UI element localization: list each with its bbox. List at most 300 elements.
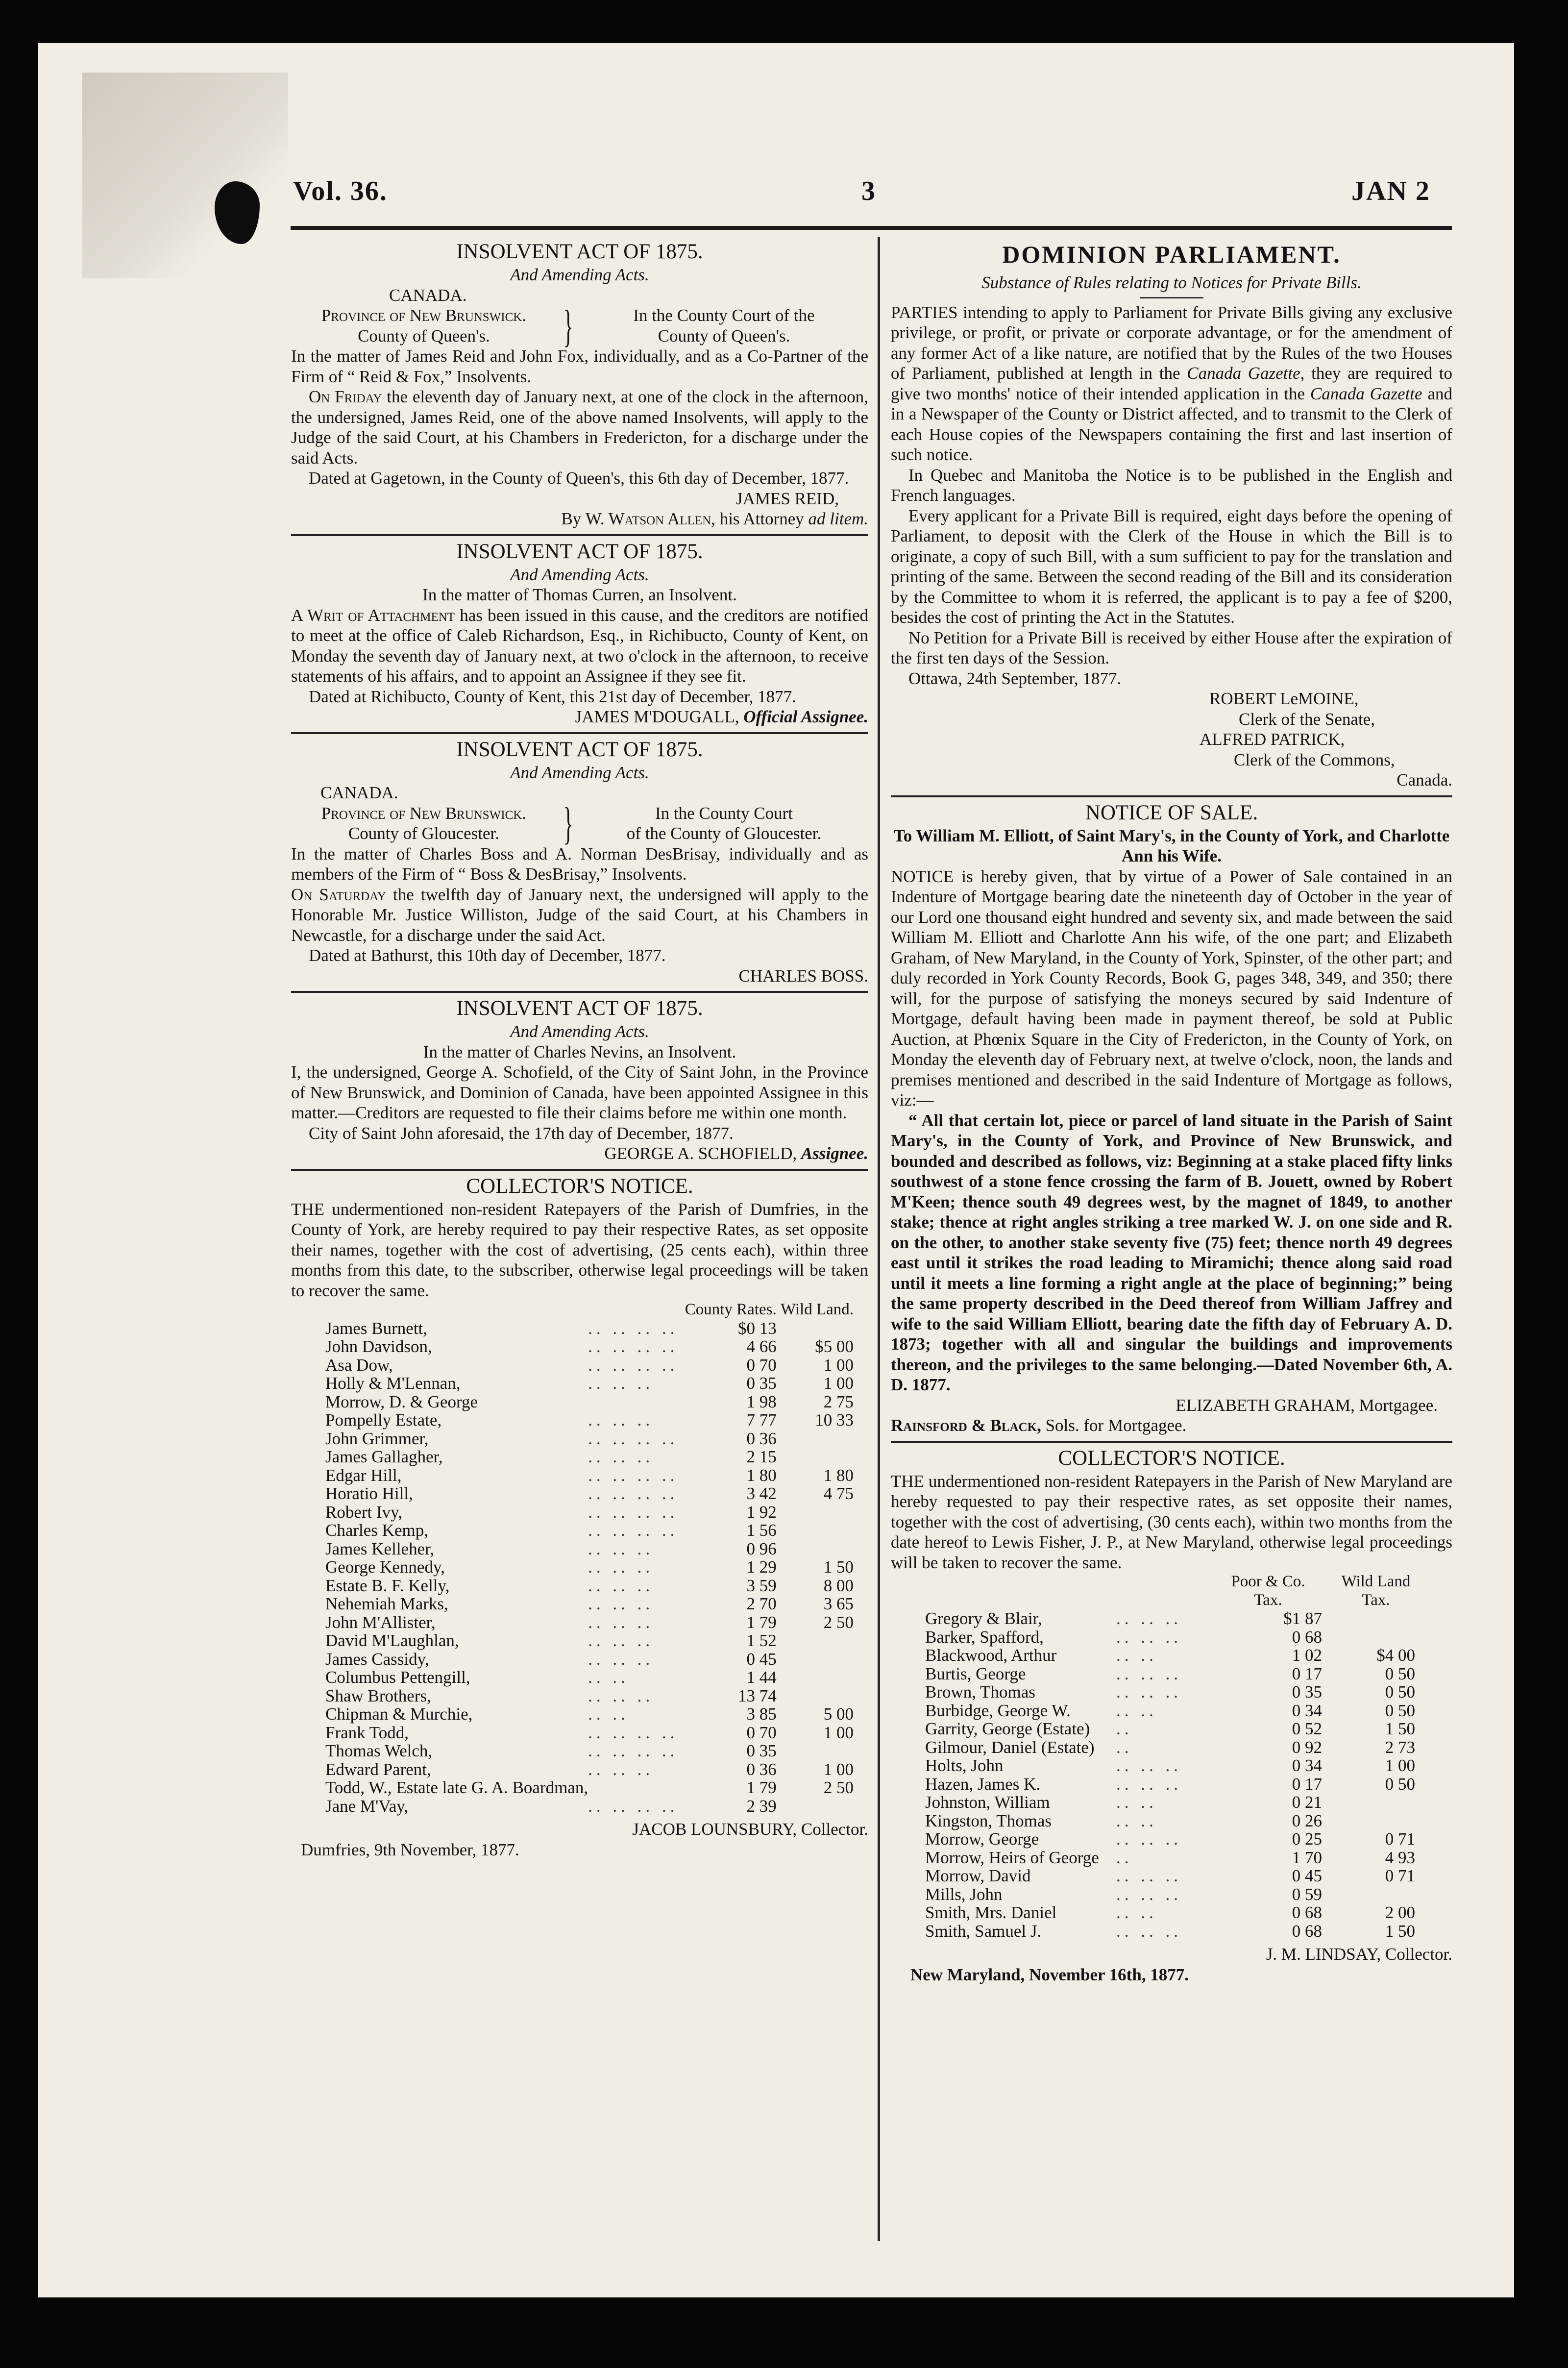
table-row [891,1830,1430,1849]
ratepayer-name: Robert Ivy, [325,1502,403,1522]
wild-land-amount: 8 00 [823,1576,854,1595]
ratepayer-name: Morrow, David [925,1866,1031,1885]
notice-body: has been issued in this cause, and the creditors are notified to meet at the office of Caleb Richardson, Esq., in Richibucto, County of Kent, on Monday the seventh day of January next, at two o'clock in the afternoon, to receive statements of his affairs, and to appoint an Assignee if they see fit. [291,605,868,686]
court-label: In the County Court [655,803,793,823]
leader-dots: .. .. .. [588,1410,654,1430]
rate-amount: 0 17 [1292,1664,1322,1683]
ratepayer-name: Todd, W., Estate late G. A. Boardman, [325,1778,588,1797]
leader-dots: .. .. .. .. [588,1741,679,1760]
rate-amount: 0 45 [1292,1866,1322,1885]
wild-land-amount: 2 75 [823,1392,854,1411]
rate-amount: 0 45 [746,1649,777,1669]
signature: CHARLES BOSS. [738,966,868,986]
brace: } [563,300,573,351]
applicant-paragraph: Every applicant for a Private Bill is required, eight days before the opening of Parliament, to deposit with the Clerk of the House in which the Bill is to originate, a copy of such Bill, with a sum sufficient to pay for the translation and printing of the same. Between the second reading of the Bill and its consideration by the Committee to whom it is referred, the applicant is to pay a fee of $200, besides the cost of printing the Act in the Statutes. [891,506,1452,627]
leader-dots: .. .. .. [1116,1682,1182,1702]
short-rule [1140,297,1203,298]
rate-amount: 0 26 [1292,1811,1322,1830]
wild-land-amount [777,1503,868,1522]
wild-land-amount: 0 71 [1385,1829,1415,1849]
solicitors-name: Rainsford & Black, [891,1416,1041,1435]
ratepayer-name: Pompelly Estate, [325,1410,442,1430]
day-lead: On Friday [309,387,382,406]
notice-title: COLLECTOR'S NOTICE. [466,1174,693,1198]
leader-dots: .. .. .. .. [588,1723,679,1742]
dated-line: Dated at Richibucto, County of Kent, this 21st day of December, 1877. [309,687,796,706]
leader-dots: .. .. [1116,1701,1157,1720]
wild-land-amount: 5 00 [823,1704,854,1724]
col-header-wild-land: Wild Land. [781,1301,854,1318]
table-row [291,1411,868,1430]
court-label: In the County Court of the [633,306,815,325]
left-column [291,239,868,1860]
rate-amount: 0 17 [1292,1774,1322,1794]
table-row [291,1319,868,1338]
section-rule [291,534,868,536]
ratepayer-name: Thomas Welch, [325,1741,433,1760]
notice-body: THE undermentioned non-resident Ratepayers in the Parish of New Maryland are hereby requested to pay their respective rates, as set opposite their names, together with the cost of advertising, (30 cents each), within two months from the date hereof to Lewis Fisher, J. P., at New Maryland, otherwise legal proceedings will be taken to recover the same. [891,1471,1452,1572]
table-row [891,1885,1430,1904]
leader-dots: .. .. .. [1116,1829,1182,1849]
rate-amount: 0 70 [746,1723,777,1742]
leader-dots: .. .. .. .. [588,1484,679,1503]
leader-dots: .. .. .. [588,1631,654,1650]
table-row [291,1778,868,1797]
table-row [291,1521,868,1540]
leader-dots: .. .. .. [588,1447,654,1466]
rate-amount: 7 77 [746,1410,777,1430]
wild-land-amount: 1 50 [1385,1921,1415,1941]
ratepayer-name: Asa Dow, [325,1355,393,1375]
leader-dots: .. .. [588,1668,629,1687]
wild-land-amount: 1 80 [823,1465,854,1485]
insolvent-notice-boss [291,737,868,987]
signature: J. M. LINDSAY, Collector. [1266,1945,1452,1964]
court-county: County of Queen's. [658,326,790,345]
rate-amount: 0 34 [1292,1756,1322,1775]
wild-land-amount: 1 00 [823,1759,854,1779]
matter-text: In the matter of James Reid and John Fox, individually, and as a Co-Partner of the Firm of “ Reid & Fox,” Insolvents. [291,346,868,386]
rate-amount: 1 44 [746,1668,777,1687]
table-row [291,1668,868,1687]
table-row [291,1430,868,1448]
dated-line: Ottawa, 24th September, 1877. [908,668,1122,688]
ratepayer-name: Nehemiah Marks, [325,1594,448,1613]
rate-amount: 3 42 [746,1484,777,1503]
wild-land-amount: 4 93 [1385,1848,1415,1867]
ratepayer-name: Shaw Brothers, [325,1686,431,1705]
rate-amount: 0 96 [746,1539,777,1558]
rate-amount: 0 34 [1292,1701,1322,1720]
ratepayer-name: James Cassidy, [325,1649,429,1669]
matter-text: In the matter of Charles Nevins, an Insolvent. [423,1042,736,1061]
ratepayer-name: Edgar Hill, [325,1465,402,1485]
leader-dots: .. .. .. .. [588,1429,679,1448]
wild-land-amount [777,1742,868,1760]
issue-date: JAN 2 [1351,176,1430,206]
wild-land-amount [1322,1793,1430,1812]
ratepayer-name: Burtis, George [925,1664,1026,1683]
collector-notice-dumfries [291,1174,868,1860]
rate-amount: 0 21 [1292,1793,1322,1812]
signature-senate-title: Clerk of the Senate, [1239,709,1375,729]
wild-land-amount: 0 50 [1385,1774,1415,1794]
leader-dots: .. .. .. .. [588,1465,679,1485]
ratepayer-name: Burbidge, George W. [925,1701,1071,1720]
leader-dots: .. .. .. [588,1649,654,1669]
leader-dots: .. .. [1116,1793,1157,1812]
brace: } [563,798,573,848]
petition-paragraph: No Petition for a Private Bill is received by either House after the expiration of the first ten days of the Session. [891,628,1452,667]
wild-land-amount [777,1319,868,1338]
leader-dots: .. .. .. .. [588,1355,679,1375]
volume-label: Vol. 36. [293,176,388,206]
court-heading [291,300,868,351]
attorney-latin: ad litem. [808,509,868,528]
table-row [891,1867,1430,1885]
signature-commons-title: Clerk of the Commons, [1234,750,1395,769]
by-label: By [561,509,586,528]
dominion-parliament-notice [891,239,1452,790]
matter-text: In the matter of Charles Boss and A. Norman DesBrisay, individually and as members of the Firm of “ Boss & DesBrisay,” Insolvents. [291,844,868,884]
leader-dots: .. .. .. .. [588,1502,679,1522]
table-row [891,1793,1430,1812]
county-label: County of Gloucester. [348,824,500,843]
col-header-wild-land: Wild Land [1341,1573,1411,1590]
wild-land-amount: 1 50 [1385,1719,1415,1738]
dated-line: Dumfries, 9th November, 1877. [301,1840,519,1859]
rate-amount: 0 68 [1292,1627,1322,1647]
section-rule [291,991,868,993]
wild-land-amount: 0 50 [1385,1682,1415,1702]
ratepayer-name: David M'Laughlan, [325,1631,459,1650]
notice-title: COLLECTOR'S NOTICE. [1058,1446,1285,1470]
table-row [291,1687,868,1705]
day-lead: On Saturday [291,885,386,904]
table-row [291,1595,868,1613]
table-row [891,1646,1430,1665]
province-label: Province of New Brunswick. [321,803,527,823]
leader-dots: .. .. .. [588,1539,654,1558]
col-header-tax: Tax. [1362,1591,1390,1609]
court-county: of the County of Gloucester. [626,824,822,843]
solicitors-label: Sols. for Mortgagee. [1041,1416,1187,1435]
wild-land-amount: $5 00 [815,1337,854,1356]
wild-land-amount: 4 75 [823,1484,854,1503]
wild-land-amount [777,1521,868,1540]
leader-dots [588,1778,684,1797]
leader-dots: .. .. .. .. [588,1521,679,1540]
section-rule [291,732,868,734]
table-row [291,1448,868,1466]
ratepayer-name: Columbus Pettengill, [325,1668,470,1687]
leader-dots [588,1393,684,1411]
rate-amount: 0 59 [1292,1884,1322,1904]
ratepayer-name: Smith, Mrs. Daniel [925,1903,1057,1922]
ratepayer-name: Horatio Hill, [325,1484,413,1503]
signature-commons: ALFRED PATRICK, [1200,730,1345,749]
leader-dots: .. .. .. [588,1576,654,1595]
dated-line: Dated at Bathurst, this 10th day of December, 1877. [309,946,666,965]
wild-land-amount: 2 00 [1385,1903,1415,1922]
rate-amount: 1 70 [1292,1848,1322,1867]
quebec-paragraph: In Quebec and Manitoba the Notice is to be published in the English and French languages. [891,465,1452,505]
ratepayer-name: Frank Todd, [325,1723,409,1742]
notice-of-sale [891,800,1452,1436]
rate-amount: 0 68 [1292,1921,1322,1941]
table-row [891,1720,1430,1738]
rate-amount: 0 92 [1292,1737,1322,1757]
signature: JAMES REID, [735,489,839,508]
rate-amount: $1 87 [1283,1609,1322,1628]
leader-dots: .. .. .. .. [588,1337,679,1356]
ratepayer-name: Hazen, James K. [925,1774,1041,1794]
rules-paragraph: PARTIES intending to apply to Parliament for Private Bills giving any exclusive privilege, or profit, or private or corporate advantage, or for the amendment of any former Act of a like nature, are notified that by the Rules of the two Houses of Parliament, published at length in the [891,302,1452,383]
table-row [291,1503,868,1522]
col-header-tax: Tax. [1254,1591,1282,1609]
dated-line: City of Saint John aforesaid, the 17th day of December, 1877. [309,1123,734,1143]
rate-amount: 0 25 [1292,1829,1322,1849]
insolvent-notice-reid [291,239,868,529]
notice-subtitle: Substance of Rules relating to Notices for Private Bills. [981,273,1362,292]
table-row [291,1558,868,1577]
wild-land-amount: 1 00 [823,1723,854,1742]
rate-amount: 2 39 [746,1796,777,1816]
rate-amount: 1 52 [746,1631,777,1650]
signature-senate: ROBERT LeMOINE, [1209,689,1359,708]
collector-notice-new-maryland [891,1446,1452,1985]
section-rule [891,1441,1452,1443]
rate-amount: 1 56 [746,1521,777,1540]
notice-title: NOTICE OF SALE. [1085,801,1258,824]
wild-land-amount: 10 33 [815,1410,854,1430]
ratepayer-name: Holts, John [925,1756,1004,1775]
ratepayer-name: Gregory & Blair, [925,1609,1042,1628]
ratepayer-name: Charles Kemp, [325,1521,428,1540]
ratepayer-name: John Davidson, [325,1337,432,1356]
notice-title: INSOLVENT ACT OF 1875. [456,540,703,563]
wild-land-amount: 2 50 [823,1778,854,1797]
wild-land-amount [777,1687,868,1705]
section-rule [291,1169,868,1171]
signature: JACOB LOUNSBURY, Collector. [632,1820,868,1839]
signature-title: Official Assignee. [743,707,868,726]
ratepayer-name: Holly & M'Lennan, [325,1374,461,1393]
wild-land-amount [1322,1628,1430,1647]
ratepayer-name: Brown, Thomas [925,1682,1035,1702]
table-row [291,1724,868,1742]
rate-amount: 13 74 [737,1686,777,1705]
rate-amount: 1 92 [746,1502,777,1522]
leader-dots: .. [1116,1848,1133,1867]
wild-land-amount: 0 50 [1385,1701,1415,1720]
wild-land-amount: $4 00 [1376,1646,1415,1665]
notice-body: I, the undersigned, George A. Schofield, of the City of Saint John, in the Province of New Brunswick, and Dominion of Canada, have been appointed Assignee in this matter.—Creditors are requested to file their claims before me within one month. [291,1062,868,1122]
table-row [291,1356,868,1375]
rates-table [891,1573,1430,1940]
folded-corner [82,73,288,278]
right-column [891,239,1452,1985]
table-row [891,1702,1430,1720]
table-row [291,1760,868,1779]
table-row [291,1484,868,1503]
addressee: To William M. Elliott, of Saint Mary's, in the County of York, and Charlotte Ann his Wife. [893,826,1450,865]
county-label: County of Queen's. [358,326,490,345]
page-number: 3 [861,176,876,206]
rate-amount: 4 66 [746,1337,777,1356]
table-row [291,1374,868,1393]
rate-amount: 0 70 [746,1355,777,1375]
ratepayer-name: John M'Allister, [325,1612,436,1632]
rate-amount: 0 68 [1292,1903,1322,1922]
property-description: “ All that certain lot, piece or parcel of land situate in the Parish of Saint Mary's, in the County of York, and Province of New Brunswick, and bounded and described as follows, viz: Beginning at a stake placed fifty links southwest of a stone fence crossing the farm of B. Jouett, owned by Robert M'Keen; thence south 49 degrees west, by the magnet of 1849, to another stake; thence at right angles striking a tree marked W. J. on one side and R. on the other, to another stake seventy five (75) feet; thence north 49 degrees east until it strikes the road leading to Miramichi; thence along said road until it meets a line forming a right angle at the place of beginning;” being the same property described in the Deed thereof from William Jaffrey and wife to the said William Elliott, bearing date the fifth day of February A. D. 1873; together with all and singular the buildings and improvements thereon, and the privileges to the same belonging.—Dated November 6th, A. D. 1877. [891,1110,1452,1394]
canada-label: CANADA. [320,783,398,802]
table-row [891,1665,1430,1683]
rate-amount: 0 35 [746,1374,777,1393]
rate-amount: 0 35 [1292,1682,1322,1702]
notice-body: the twelfth day of January next, the undersigned will apply to the Honorable Mr. Justice Williston, Judge of the said Court, at his Chambers in Newcastle, for a discharge under the said Act. [291,885,868,945]
notice-subtitle: And Amending Acts. [510,565,649,584]
rate-amount: 3 59 [746,1576,777,1595]
notice-title: DOMINION PARLIAMENT. [1002,241,1341,268]
leader-dots: .. .. .. [588,1686,654,1705]
ratepayer-name: Edward Parent, [325,1759,431,1779]
ratepayer-name: Blackwood, Arthur [925,1646,1057,1665]
ratepayer-name: Kingston, Thomas [925,1811,1052,1830]
writ-lead: A Writ of Attachment [291,605,455,625]
table-row [291,1705,868,1724]
table-row [891,1849,1430,1867]
leader-dots: .. .. .. .. [588,1318,679,1338]
wild-land-amount [777,1448,868,1466]
canada-label: CANADA. [389,285,467,305]
rules-paragraph-end: and in a Newspaper of the County or District affected, and to transmit to the Clerk of each House copies of the Newspapers containing the first and last insertion of such notice. [891,384,1452,464]
table-row [891,1922,1430,1941]
table-row [891,1812,1430,1830]
leader-dots: .. .. .. [588,1374,654,1393]
wild-land-amount [777,1631,868,1650]
table-row [291,1337,868,1356]
table-row [291,1577,868,1595]
leader-dots: .. .. .. [1116,1627,1182,1647]
notice-title: INSOLVENT ACT OF 1875. [456,997,703,1020]
leader-dots: .. .. [1116,1903,1157,1922]
signature: GEORGE A. SCHOFIELD, [604,1144,801,1163]
rate-amount: 1 79 [746,1778,777,1797]
wild-land-amount: 0 71 [1385,1866,1415,1885]
dated-line: Dated at Gagetown, in the County of Queen's, this 6th day of December, 1877. [309,469,849,488]
wild-land-amount [1322,1812,1430,1830]
wild-land-amount [1322,1609,1430,1628]
wild-land-amount: 3 65 [823,1594,854,1613]
ratepayer-name: Johnston, William [925,1793,1050,1812]
notice-subtitle: And Amending Acts. [510,763,649,782]
rate-amount: 1 29 [746,1557,777,1577]
matter-text: In the matter of Thomas Curren, an Insolvent. [422,585,737,604]
table-row [891,1738,1430,1757]
leader-dots: .. .. [1116,1811,1157,1830]
ratepayer-name: James Burnett, [325,1318,428,1338]
rate-amount: 0 36 [746,1759,777,1779]
notice-subtitle: And Amending Acts. [510,265,649,284]
gazette-name: Canada Gazette [1187,364,1300,383]
ratepayer-name: James Gallagher, [325,1447,443,1466]
rate-amount: 3 85 [746,1704,777,1724]
leader-dots: .. .. [1116,1646,1157,1665]
table-row [891,1903,1430,1922]
wild-land-amount: 1 00 [823,1374,854,1393]
notice-title: INSOLVENT ACT OF 1875. [456,240,703,263]
table-row [291,1797,868,1816]
ratepayer-name: Barker, Spafford, [925,1627,1044,1647]
ratepayer-name: Estate B. F. Kelly, [325,1576,450,1595]
rate-amount: $0 13 [737,1318,777,1338]
table-row [891,1756,1430,1775]
table-row [891,1775,1430,1794]
section-rule [891,795,1452,797]
column-rule [878,237,880,2241]
insolvent-notice-curren [291,539,868,727]
wild-land-amount [1322,1885,1430,1904]
leader-dots: .. [1116,1719,1133,1738]
notice-body: THE undermentioned non-resident Ratepayers of the Parish of Dumfries, in the County of York, are hereby required to pay their respective Rates, as set opposite their names, together with the cost of advertising, (25 cents each), within three months from this date, to the subscriber, otherwise legal proceedings will be taken to recover the same. [291,1199,868,1300]
leader-dots: .. .. .. [588,1557,654,1577]
leader-dots: .. .. .. [1116,1866,1182,1885]
rate-amount: 0 35 [746,1741,777,1760]
signature: ELIZABETH GRAHAM, Mortgagee. [1176,1395,1438,1415]
ratepayer-name: Morrow, D. & George [325,1392,478,1411]
leader-dots: .. [1116,1737,1133,1757]
ratepayer-name: Garrity, George (Estate) [925,1719,1090,1738]
wild-land-amount [777,1430,868,1448]
wild-land-amount [777,1540,868,1558]
wild-land-amount: 1 50 [823,1557,854,1577]
attorney-label: his Attorney [715,509,808,528]
table-row [891,1628,1430,1647]
leader-dots: .. .. .. [1116,1609,1182,1628]
ratepayer-name: James Kelleher, [325,1539,435,1558]
leader-dots: .. .. .. [1116,1664,1182,1683]
leader-dots: .. .. .. [1116,1884,1182,1904]
wild-land-amount [777,1650,868,1669]
wild-land-amount: 2 73 [1385,1737,1415,1757]
signature: JAMES M'DOUGALL, [575,707,744,726]
leader-dots: .. .. .. [1116,1921,1182,1941]
table-row [891,1683,1430,1702]
notice-body: the eleventh day of January next, at one of the clock in the afternoon, the undersigned, James Reid, one of the above named Insolvents, will apply to the Judge of the said Court, at his Chambers in Fredericton, for a discharge under the said Acts. [291,387,868,468]
rate-amount: 1 80 [746,1465,777,1485]
table-row [891,1609,1430,1628]
wild-land-amount [777,1797,868,1816]
wild-land-amount [777,1668,868,1687]
province-label: Province of New Brunswick. [321,306,527,325]
rate-amount: 2 70 [746,1594,777,1613]
ratepayer-name: John Grimmer, [325,1429,429,1448]
ratepayer-name: Mills, John [925,1884,1003,1904]
ratepayer-name: Smith, Samuel J. [925,1921,1042,1941]
table-row [291,1540,868,1558]
rates-table [291,1301,868,1815]
ratepayer-name: Morrow, George [925,1829,1039,1849]
signature-title: Assignee. [801,1144,868,1163]
rate-amount: 1 02 [1292,1646,1322,1665]
rate-amount: 0 52 [1292,1719,1322,1738]
gazette-name: Canada Gazette [1310,384,1422,403]
col-header-county-rates: County Rates. [685,1301,777,1318]
wild-land-amount: 1 00 [1385,1756,1415,1775]
leader-dots: .. .. [588,1704,629,1724]
notice-body: NOTICE is hereby given, that by virtue of a Power of Sale contained in an Indenture of Mortgage bearing date the nineteenth day of October in the year of our Lord one thousand eight hundred and seventy six, and made between the said William M. Elliott and Charlotte Ann his wife, of the one part; and Elizabeth Graham, of New Maryland, in the County of York, Spinster, of the other part; and duly recorded in York County Records, Book G, pages 348, 349, and 350; there will, for the purpose of satisfying the moneys secured by said Indenture of Mortgage, default having been made in payment thereof, be sold at Public Auction, at Phœnix Square in the City of Fredericton, in the County of York, on Monday the eleventh day of February next, at twelve o'clock, noon, the lands and premises mentioned and described in the said Indenture of Mortgage as follows, viz:— [891,866,1452,1110]
